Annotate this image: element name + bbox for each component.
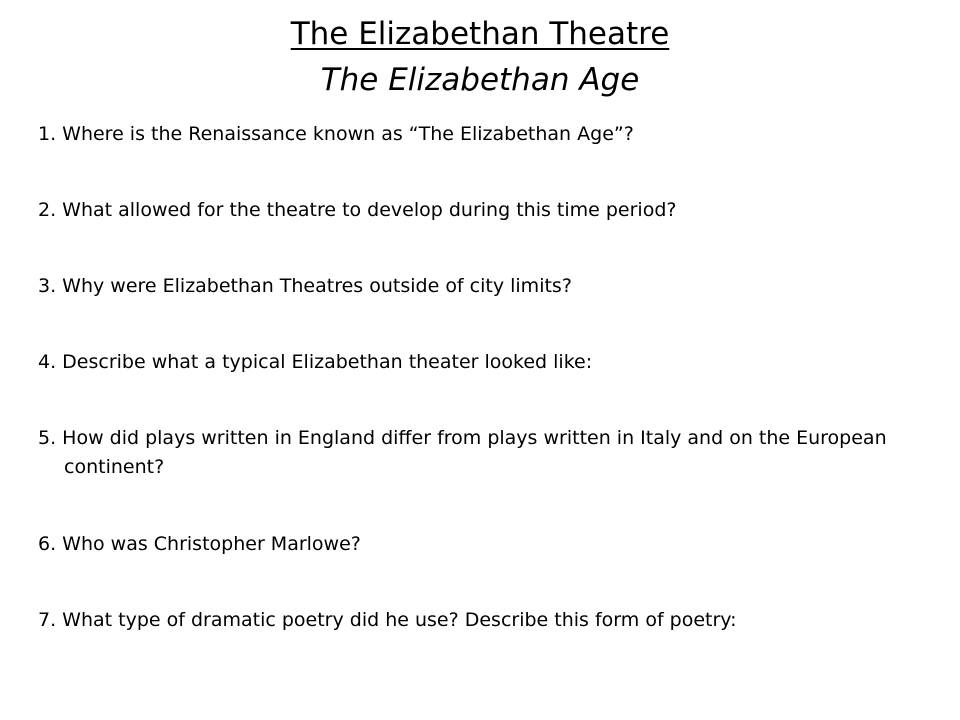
question-1: 1. Where is the Renaissance known as “The Elizabethan Age”? [38,123,634,145]
slide-title: The Elizabethan Theatre [290,16,670,52]
question-6: 6. Who was Christopher Marlowe? [38,533,361,555]
slide-subtitle: The Elizabethan Age [320,62,640,98]
question-3: 3. Why were Elizabethan Theatres outside of city limits? [38,275,572,297]
question-4: 4. Describe what a typical Elizabethan theater looked like: [38,351,593,373]
question-2: 2. What allowed for the theatre to develop during this time period? [38,199,677,221]
question-5: 5. How did plays written in England differ from plays written in Italy and on the European continent? [38,427,887,478]
question-7: 7. What type of dramatic poetry did he use? Describe this form of poetry: [38,609,737,631]
title-block [0,14,960,100]
